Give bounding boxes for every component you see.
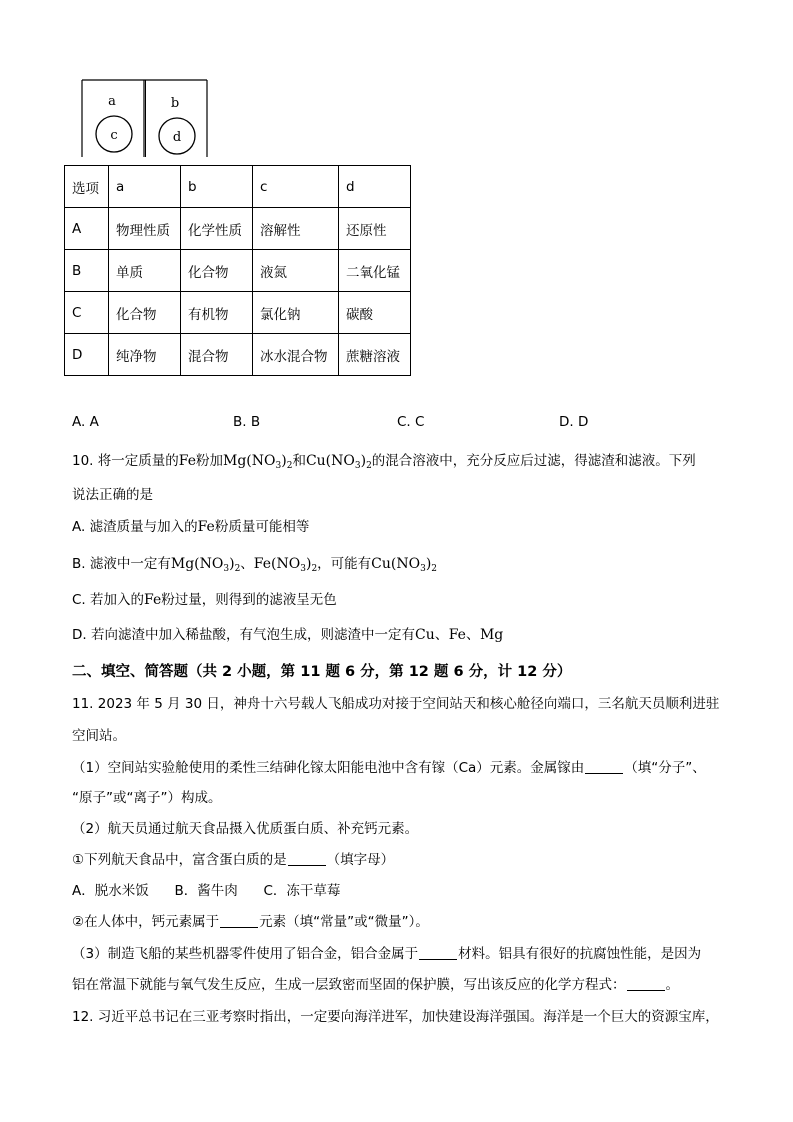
table-cell: d (339, 166, 411, 208)
q10-stem-line1: 10. 将一定质量的Fe粉加$Mg(NO_3)_2$和$Cu(NO_3)_2$的混合溶液中，充分反应后过滤，得滤渣和滤液。下列 (72, 453, 696, 471)
q11-line1: 11. 2023 年 5 月 30 日，神舟十六号载人飞船成功对接于空间站天和核心舱径向端口，三名航天员顺利进驻 (72, 696, 720, 712)
table-cell: 纯净物 (109, 334, 181, 376)
q11-line2: 空间站。 (72, 728, 126, 744)
table-cell: 选项 (65, 166, 109, 208)
table-cell: 化合物 (109, 292, 181, 334)
table-cell: A (65, 208, 109, 250)
answer-blank[interactable] (419, 945, 457, 960)
table-row (65, 250, 411, 292)
q11-part1-line2: “原子”或“离子”）构成。 (72, 790, 222, 806)
table-cell: c (253, 166, 339, 208)
label-a: a (108, 94, 116, 109)
label-b: b (170, 96, 180, 111)
table-cell: 碳酸 (339, 292, 411, 334)
table-row (65, 334, 411, 376)
q11-part2-choices: A．脱水米饭 B．酱牛肉 C．冻干草莓 (72, 883, 341, 899)
answer-blank[interactable] (220, 913, 258, 928)
q10-stem-line2: 说法正确的是 (72, 487, 153, 503)
table-cell: B (65, 250, 109, 292)
table-cell: 单质 (109, 250, 181, 292)
q11-part2-q1: ①下列航天食品中，富含蛋白质的是 （填字母） (72, 852, 395, 868)
q12-line1: 12. 习近平总书记在三亚考察时指出，一定要向海洋进军，加快建设海洋强国。海洋是一个巨大的资源宝库， (72, 1009, 719, 1025)
table-cell: D (65, 334, 109, 376)
table-cell: 化学性质 (181, 208, 253, 250)
table-cell: 化合物 (181, 250, 253, 292)
label-c: c (110, 128, 118, 143)
table-cell: 二氧化锰 (339, 250, 411, 292)
set-relationship-diagram (81, 79, 208, 157)
answer-blank[interactable] (627, 976, 665, 991)
q10-option-a: A. 滤渣质量与加入的Fe粉质量可能相等 (72, 519, 310, 535)
q11-part2: （2）航天员通过航天食品摄入优质蛋白质、补充钙元素。 (72, 821, 419, 837)
table-row (65, 208, 411, 250)
q9-choice-d: D. D (559, 414, 589, 430)
table-cell: a (109, 166, 181, 208)
q9-choice-c: C. C (397, 414, 425, 430)
table-cell: 冰水混合物 (253, 334, 339, 376)
q9-choice-a: A. A (72, 414, 99, 430)
q10-option-c: C. 若加入的Fe粉过量，则得到的滤液呈无色 (72, 592, 337, 608)
label-d: d (172, 130, 182, 145)
table-cell: 物理性质 (109, 208, 181, 250)
table-header-row (65, 166, 411, 208)
table-row (65, 292, 411, 334)
table-cell: 还原性 (339, 208, 411, 250)
table-cell: 溶解性 (253, 208, 339, 250)
q11-part3-line1: （3）制造飞船的某些机器零件使用了铝合金，铝合金属于 材料。铝具有很好的抗腐蚀性能，是因为 (72, 946, 702, 962)
q11-part2-q2: ②在人体中，钙元素属于 元素（填“常量”或“微量”）。 (72, 914, 429, 930)
section-heading: 二、填空、简答题（共 2 小题，第 11 题 6 分，第 12 题 6 分，计 12 分） (72, 664, 572, 680)
table-cell: 氯化钠 (253, 292, 339, 334)
table-cell: b (181, 166, 253, 208)
table-cell: C (65, 292, 109, 334)
table-cell: 混合物 (181, 334, 253, 376)
table-cell: 有机物 (181, 292, 253, 334)
q10-option-b: B. 滤液中一定有$Mg(NO_3)_2$、$Fe(NO_3)_2$，可能有$Cu(NO_3)_2$ (72, 556, 438, 574)
answer-blank[interactable] (585, 759, 623, 774)
q10-option-d: D. 若向滤渣中加入稀盐酸，有气泡生成，则滤渣中一定有Cu、Fe、Mg (72, 627, 504, 643)
options-table (64, 165, 411, 376)
q11-part3-line2: 铝在常温下就能与氧气发生反应，生成一层致密而坚固的保护膜，写出该反应的化学方程式： 。 (72, 977, 679, 993)
answer-blank[interactable] (288, 851, 326, 866)
q11-part1-line1: （1）空间站实验舱使用的柔性三结砷化镓太阳能电池中含有镓（Ca）元素。金属镓由 （填“分子”、 (72, 760, 706, 776)
q9-choice-b: B. B (233, 414, 261, 430)
table-cell: 液氮 (253, 250, 339, 292)
table-cell: 蔗糖溶液 (339, 334, 411, 376)
